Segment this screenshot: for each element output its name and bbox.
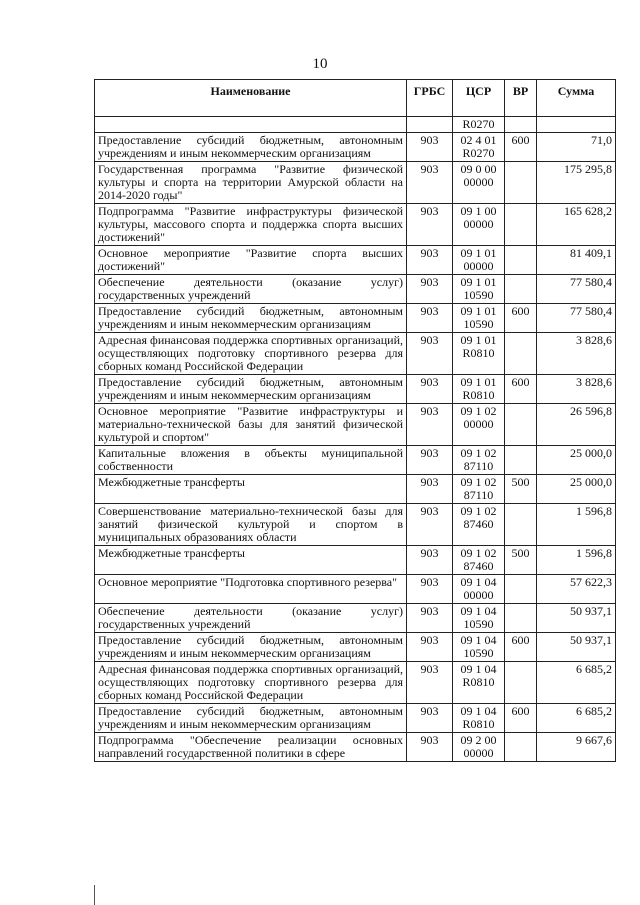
cell-sum: 1 596,8	[537, 504, 616, 546]
table-row	[95, 204, 616, 246]
cell-grbs: 903	[407, 404, 453, 446]
cell-name: Обеспечение деятельности (оказание услуг) государственных учреждений	[95, 275, 407, 304]
page-number: 10	[312, 56, 328, 72]
cell-grbs: 903	[407, 375, 453, 404]
table-row	[95, 475, 616, 504]
cell-grbs: 903	[407, 133, 453, 162]
cell-grbs: 903	[407, 604, 453, 633]
cell-sum: 50 937,1	[537, 633, 616, 662]
cell-vr	[505, 204, 537, 246]
cell-csr: 09 1 01 00000	[453, 246, 505, 275]
table-row	[95, 575, 616, 604]
cell-vr: 600	[505, 304, 537, 333]
cell-csr: 09 1 04 R0810	[453, 704, 505, 733]
table-row	[95, 404, 616, 446]
cell-sum: 1 596,8	[537, 546, 616, 575]
cell-grbs: 903	[407, 504, 453, 546]
cell-grbs: 903	[407, 333, 453, 375]
cell-grbs: 903	[407, 162, 453, 204]
cell-name: Совершенствование материально-технической базы для занятий физической культурой и спортом в муниципальных образованиях области	[95, 504, 407, 546]
table-row	[95, 633, 616, 662]
cell-vr: 600	[505, 133, 537, 162]
cell-sum: 175 295,8	[537, 162, 616, 204]
cell-vr	[505, 246, 537, 275]
cell-name: Межбюджетные трансферты	[95, 475, 407, 504]
header-name: Наименование	[95, 80, 407, 117]
cell-sum	[537, 117, 616, 133]
cell-vr	[505, 604, 537, 633]
cell-vr: 500	[505, 546, 537, 575]
cell-sum: 25 000,0	[537, 446, 616, 475]
cell-vr	[505, 446, 537, 475]
cell-csr: 09 1 04 00000	[453, 575, 505, 604]
cell-sum: 26 596,8	[537, 404, 616, 446]
cell-grbs: 903	[407, 733, 453, 762]
cell-csr: 09 1 01 R0810	[453, 333, 505, 375]
cell-name: Основное мероприятие "Развитие инфраструктуры и материально-технической базы для занятий физической культурой и спортом"	[95, 404, 407, 446]
table-row	[95, 275, 616, 304]
table-row	[95, 662, 616, 704]
cell-csr: 09 1 00 00000	[453, 204, 505, 246]
cell-vr: 600	[505, 633, 537, 662]
table-row	[95, 733, 616, 762]
table-row	[95, 446, 616, 475]
cell-csr: 09 1 01 10590	[453, 304, 505, 333]
cell-sum: 165 628,2	[537, 204, 616, 246]
cell-csr: 09 1 01 10590	[453, 275, 505, 304]
cell-sum: 77 580,4	[537, 275, 616, 304]
cell-sum: 3 828,6	[537, 375, 616, 404]
cell-csr: 09 1 02 87110	[453, 446, 505, 475]
table-row	[95, 133, 616, 162]
table-row	[95, 162, 616, 204]
margin-line	[94, 885, 95, 905]
cell-name: Адресная финансовая поддержка спортивных организаций, осуществляющих подготовку спортивного резерва для сборных команд Российской Федерации	[95, 333, 407, 375]
cell-csr: 09 1 01 R0810	[453, 375, 505, 404]
cell-vr: 600	[505, 375, 537, 404]
cell-grbs	[407, 117, 453, 133]
table-row	[95, 246, 616, 275]
table-row	[95, 504, 616, 546]
cell-csr: 09 1 04 R0810	[453, 662, 505, 704]
table-row	[95, 333, 616, 375]
cell-csr: 09 1 04 10590	[453, 604, 505, 633]
table-row	[95, 304, 616, 333]
cell-name: Предоставление субсидий бюджетным, автономным учреждениям и иным некоммерческим организациям	[95, 704, 407, 733]
cell-grbs: 903	[407, 275, 453, 304]
table-row	[95, 375, 616, 404]
cell-grbs: 903	[407, 446, 453, 475]
cell-sum: 6 685,2	[537, 704, 616, 733]
cell-name: Капитальные вложения в объекты муниципальной собственности	[95, 446, 407, 475]
table-row	[95, 604, 616, 633]
cell-vr	[505, 275, 537, 304]
cell-vr	[505, 733, 537, 762]
cell-name	[95, 117, 407, 133]
table-row	[95, 546, 616, 575]
cell-grbs: 903	[407, 304, 453, 333]
cell-vr	[505, 504, 537, 546]
cell-vr	[505, 404, 537, 446]
table-body	[95, 117, 616, 762]
table-row	[95, 117, 616, 133]
budget-table	[94, 79, 616, 762]
cell-grbs: 903	[407, 575, 453, 604]
cell-grbs: 903	[407, 633, 453, 662]
table-header-row	[95, 80, 616, 117]
cell-name: Подпрограмма "Развитие инфраструктуры физической культуры, массового спорта и поддержка спорта высших достижений"	[95, 204, 407, 246]
cell-csr: 02 4 01 R0270	[453, 133, 505, 162]
cell-name: Предоставление субсидий бюджетным, автономным учреждениям и иным некоммерческим организациям	[95, 633, 407, 662]
cell-name: Предоставление субсидий бюджетным, автономным учреждениям и иным некоммерческим организациям	[95, 375, 407, 404]
cell-grbs: 903	[407, 704, 453, 733]
cell-csr: 09 1 02 87460	[453, 546, 505, 575]
header-csr: ЦСР	[453, 80, 505, 117]
cell-vr	[505, 333, 537, 375]
cell-sum: 71,0	[537, 133, 616, 162]
cell-grbs: 903	[407, 246, 453, 275]
cell-csr: 09 1 04 10590	[453, 633, 505, 662]
cell-csr: 09 2 00 00000	[453, 733, 505, 762]
cell-name: Основное мероприятие "Развитие спорта высших достижений"	[95, 246, 407, 275]
cell-vr	[505, 575, 537, 604]
cell-sum: 57 622,3	[537, 575, 616, 604]
cell-sum: 50 937,1	[537, 604, 616, 633]
cell-sum: 3 828,6	[537, 333, 616, 375]
cell-sum: 25 000,0	[537, 475, 616, 504]
cell-sum: 9 667,6	[537, 733, 616, 762]
cell-name: Межбюджетные трансферты	[95, 546, 407, 575]
cell-csr: 09 1 02 00000	[453, 404, 505, 446]
cell-vr: 600	[505, 704, 537, 733]
header-grbs: ГРБС	[407, 80, 453, 117]
cell-grbs: 903	[407, 204, 453, 246]
header-sum: Сумма	[537, 80, 616, 117]
cell-sum: 81 409,1	[537, 246, 616, 275]
table-row	[95, 704, 616, 733]
cell-grbs: 903	[407, 546, 453, 575]
cell-grbs: 903	[407, 662, 453, 704]
header-vr: ВР	[505, 80, 537, 117]
cell-name: Предоставление субсидий бюджетным, автономным учреждениям и иным некоммерческим организациям	[95, 304, 407, 333]
cell-name: Государственная программа "Развитие физической культуры и спорта на территории Амурской области на 2014-2020 годы"	[95, 162, 407, 204]
cell-name: Основное мероприятие "Подготовка спортивного резерва"	[95, 575, 407, 604]
cell-vr	[505, 117, 537, 133]
cell-vr	[505, 162, 537, 204]
cell-name: Подпрограмма "Обеспечение реализации основных направлений государственной политики в сфере	[95, 733, 407, 762]
cell-name: Адресная финансовая поддержка спортивных организаций, осуществляющих подготовку спортивного резерва для сборных команд Российской Федерации	[95, 662, 407, 704]
cell-vr: 500	[505, 475, 537, 504]
cell-name: Предоставление субсидий бюджетным, автономным учреждениям и иным некоммерческим организациям	[95, 133, 407, 162]
cell-name: Обеспечение деятельности (оказание услуг) государственных учреждений	[95, 604, 407, 633]
cell-csr: 09 1 02 87460	[453, 504, 505, 546]
cell-csr: 09 1 02 87110	[453, 475, 505, 504]
cell-sum: 6 685,2	[537, 662, 616, 704]
cell-vr	[505, 662, 537, 704]
cell-sum: 77 580,4	[537, 304, 616, 333]
cell-csr: R0270	[453, 117, 505, 133]
cell-grbs: 903	[407, 475, 453, 504]
cell-csr: 09 0 00 00000	[453, 162, 505, 204]
